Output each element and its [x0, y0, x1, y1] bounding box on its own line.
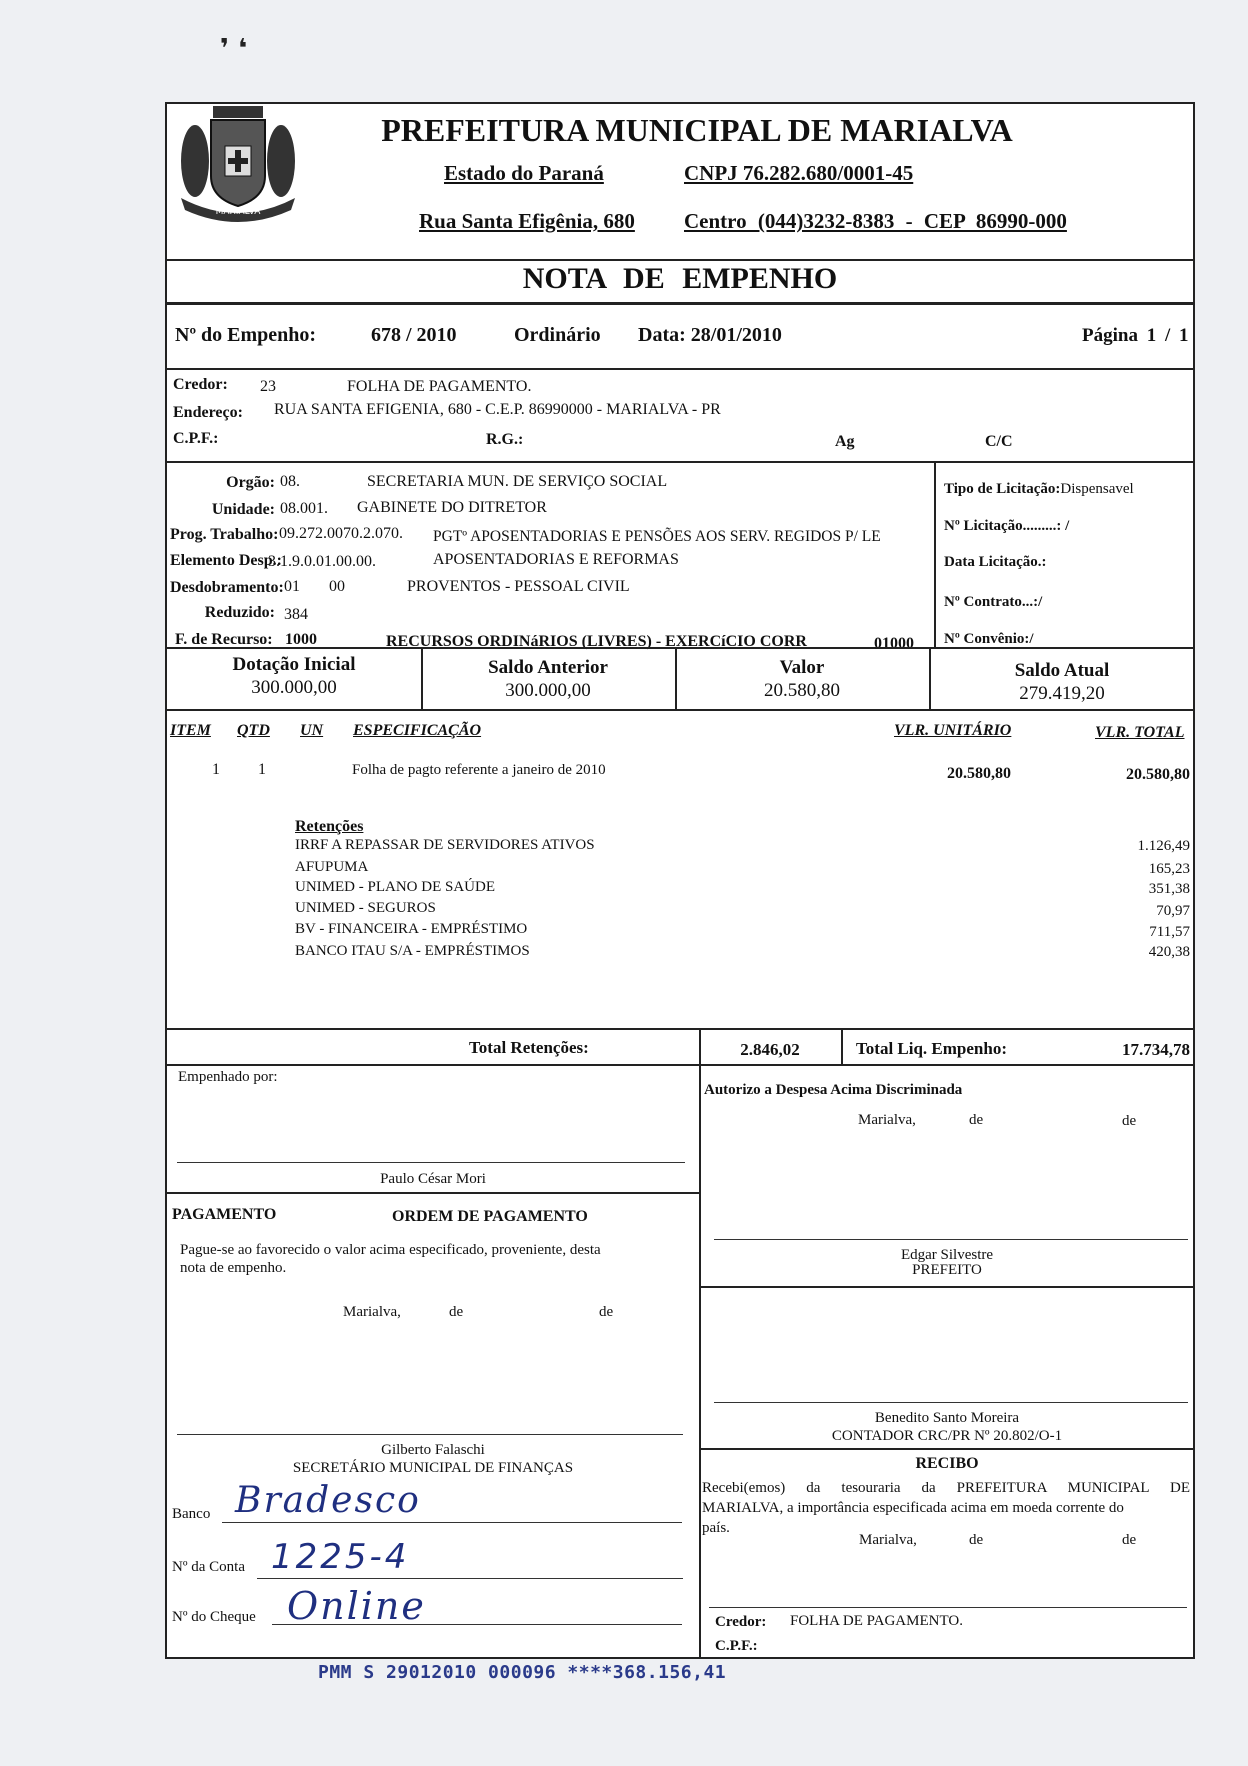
prog-code: 09.272.0070.2.070. [279, 525, 403, 542]
licitacao-type-label: Tipo de Licitação: [944, 481, 1061, 497]
signature-line [177, 1162, 685, 1163]
pagamento-label: PAGAMENTO [172, 1206, 277, 1223]
ag-label: Ag [835, 433, 855, 450]
reduzido-value: 384 [284, 606, 308, 623]
city-label: Marialva, [858, 1112, 916, 1128]
endereco-value: RUA SANTA EFIGENIA, 680 - C.E.P. 86990000 - MARIALVA - PR [274, 401, 721, 418]
recurso-number: 01000 [874, 635, 914, 652]
de-label: de [599, 1304, 614, 1320]
elemento-name: APOSENTADORIAS E REFORMAS [433, 551, 679, 568]
address-label: Centro (044)3232-8383 - CEP 86990-000 [684, 209, 1067, 233]
recibo-title: RECIBO [915, 1455, 979, 1472]
empenho-number-label: Nº do Empenho: [175, 324, 317, 346]
signature-line [709, 1607, 1187, 1608]
cheque-value: Online [287, 1584, 426, 1628]
signature-line [177, 1434, 683, 1435]
contrato-number: Nº Contrato...:/ [944, 594, 1043, 610]
empenho-date: Data: 28/01/2010 [638, 324, 782, 346]
col-vlr-total: VLR. TOTAL [1095, 724, 1185, 741]
retencoes-title: Retenções [295, 818, 364, 835]
autorizo-label: Autorizo a Despesa Acima Discriminada [704, 1082, 963, 1098]
de-label: de [449, 1304, 464, 1320]
recibo-text-3: país. [702, 1520, 730, 1536]
desdobramento-code2: 00 [329, 578, 345, 595]
recibo-credor-value: FOLHA DE PAGAMENTO. [790, 1613, 963, 1629]
cc-label: C/C [985, 433, 1013, 450]
banco-value: Bradesco [235, 1480, 421, 1521]
city-label: Marialva, [859, 1532, 917, 1548]
list-item: UNIMED - PLANO DE SAÚDE 351,38 [295, 879, 1190, 897]
desdobramento-code1: 01 [284, 578, 300, 595]
recibo-cpf-label: C.P.F.: [715, 1638, 758, 1654]
elemento-code: 3.1.9.0.01.00.00. [268, 553, 376, 570]
orgao-code: 08. [280, 473, 300, 490]
unidade-name: GABINETE DO DITRETOR [357, 499, 547, 516]
recibo-text-2: MARIALVA, a importância especificada acima em moeda corrente do [702, 1500, 1124, 1516]
street-label: Rua Santa Efigênia, 680 [419, 209, 635, 233]
saldo-anterior-value: 300.000,00 [505, 680, 591, 701]
saldo-atual-value: 279.419,20 [1019, 683, 1105, 704]
total-liq-label: Total Liq. Empenho: [856, 1039, 1007, 1058]
unidade-code: 08.001. [280, 500, 328, 517]
prefeito-title: PREFEITO [912, 1262, 982, 1278]
item-qtd: 1 [258, 761, 266, 778]
unidade-label: Unidade: [211, 501, 275, 518]
valor-label: Valor [779, 657, 825, 678]
recurso-name: RECURSOS ORDINáRIOS (LIVRES) - EXERCíCIO CORR [386, 633, 807, 650]
cpf-label: C.P.F.: [173, 430, 219, 447]
pagamento-text-2: nota de empenho. [180, 1260, 287, 1276]
signature-line [257, 1578, 683, 1579]
elemento-label: Elemento Desp.: [170, 552, 282, 569]
total-liq-value: 17.734,78 [1122, 1040, 1190, 1059]
dotacao-label: Dotação Inicial [232, 654, 356, 675]
ordem-pagamento-label: ORDEM DE PAGAMENTO [392, 1208, 588, 1225]
col-vlr-unit: VLR. UNITÁRIO [894, 722, 1012, 739]
licitacao-date: Data Licitação.: [944, 554, 1047, 570]
city-label: Marialva, [343, 1304, 401, 1320]
cheque-label: Nº do Cheque [172, 1609, 256, 1625]
orgao-label: Orgão: [226, 474, 275, 491]
list-item: UNIMED - SEGUROS 70,97 [295, 900, 1190, 919]
recibo-text-1: Recebi(emos) da tesouraria da PREFEITURA MUNICIPAL DE [702, 1480, 1190, 1496]
signature-line [714, 1402, 1188, 1403]
svg-text:MARIALVA: MARIALVA [215, 207, 261, 217]
list-item: BANCO ITAU S/A - EMPRÉSTIMOS 420,38 [295, 943, 1190, 960]
recurso-code: 1000 [285, 631, 317, 648]
recurso-label: F. de Recurso: [175, 631, 273, 648]
scan-mark: ❜ ❛ [220, 34, 248, 64]
item-vlr-unit: 20.580,80 [947, 765, 1011, 782]
reduzido-label: Reduzido: [204, 604, 275, 621]
desdobramento-label: Desdobramento: [170, 579, 284, 596]
desdobramento-name: PROVENTOS - PESSOAL CIVIL [407, 578, 630, 595]
saldo-anterior-label: Saldo Anterior [488, 657, 608, 678]
prefeito-name: Edgar Silvestre [900, 1247, 994, 1263]
secretario-name: Gilberto Falaschi [381, 1442, 485, 1458]
rg-label: R.G.: [486, 431, 524, 448]
credor-code: 23 [260, 378, 276, 395]
banco-label: Banco [172, 1506, 211, 1522]
prog-label: Prog. Trabalho: [170, 526, 279, 543]
empenho-number: 678 / 2010 [371, 324, 457, 346]
prog-name: PGTº APOSENTADORIAS E PENSÕES AOS SERV. REGIDOS P/ LE [433, 528, 881, 545]
list-item: AFUPUMA 165,23 [295, 859, 1190, 877]
total-retencoes-value: 2.846,02 [740, 1040, 800, 1059]
page-title: PREFEITURA MUNICIPAL DE MARIALVA [381, 112, 1013, 148]
state-label: Estado do Paraná [444, 161, 604, 185]
valor-value: 20.580,80 [764, 680, 840, 701]
item-number: 1 [212, 761, 220, 778]
empenho-type: Ordinário [514, 324, 601, 346]
page-number: Página 1 / 1 [1082, 325, 1189, 346]
footer-stamp: PMM S 29012010 000096 ****368.156,41 [318, 1662, 727, 1683]
total-retencoes-label: Total Retenções: [469, 1038, 589, 1057]
item-spec: Folha de pagto referente a janeiro de 2010 [352, 762, 606, 778]
credor-label: Credor: [173, 376, 228, 393]
retencoes-list [295, 836, 1190, 964]
credor-name: FOLHA DE PAGAMENTO. [347, 378, 532, 395]
orgao-name: SECRETARIA MUN. DE SERVIÇO SOCIAL [367, 473, 668, 490]
conta-label: Nº da Conta [172, 1559, 245, 1575]
cnpj-label: CNPJ 76.282.680/0001-45 [684, 161, 914, 185]
col-un: UN [300, 722, 324, 739]
de-label: de [969, 1532, 984, 1548]
empenhado-name: Paulo César Mori [380, 1171, 486, 1187]
recibo-credor-label: Credor: [715, 1614, 767, 1630]
signature-line [222, 1522, 682, 1523]
de-label: de [969, 1112, 984, 1128]
document-title: NOTA DE EMPENHO [522, 262, 838, 295]
col-spec: ESPECIFICAÇÃO [353, 722, 482, 739]
empenho-document [165, 102, 1195, 1659]
conta-value: 1225-4 [271, 1537, 410, 1577]
licitacao-number: Nº Licitação.........: / [944, 518, 1070, 534]
col-item: ITEM [170, 722, 211, 739]
dotacao-value: 300.000,00 [251, 677, 337, 698]
pagamento-text-1: Pague-se ao favorecido o valor acima especificado, proveniente, desta [180, 1242, 601, 1258]
col-qtd: QTD [237, 722, 270, 739]
municipal-seal-icon [173, 106, 303, 231]
de-label: de [1122, 1532, 1137, 1548]
item-vlr-total: 20.580,80 [1126, 766, 1190, 783]
list-item: BV - FINANCEIRA - EMPRÉSTIMO 711,57 [295, 921, 1190, 940]
contador-title: CONTADOR CRC/PR Nº 20.802/O-1 [831, 1428, 1063, 1444]
endereco-label: Endereço: [173, 404, 243, 421]
saldo-atual-label: Saldo Atual [1014, 660, 1110, 681]
licitacao-type-value: Dispensavel [1060, 481, 1134, 497]
list-item: IRRF A REPASSAR DE SERVIDORES ATIVOS 1.126,49 [295, 837, 1190, 854]
contador-name: Benedito Santo Moreira [874, 1410, 1020, 1426]
empenhado-por-label: Empenhado por: [178, 1069, 278, 1085]
signature-line [714, 1239, 1188, 1240]
convenio-number: Nº Convênio:/ [944, 631, 1034, 647]
secretario-title: SECRETÁRIO MUNICIPAL DE FINANÇAS [292, 1460, 574, 1476]
de-label: de [1122, 1113, 1137, 1129]
